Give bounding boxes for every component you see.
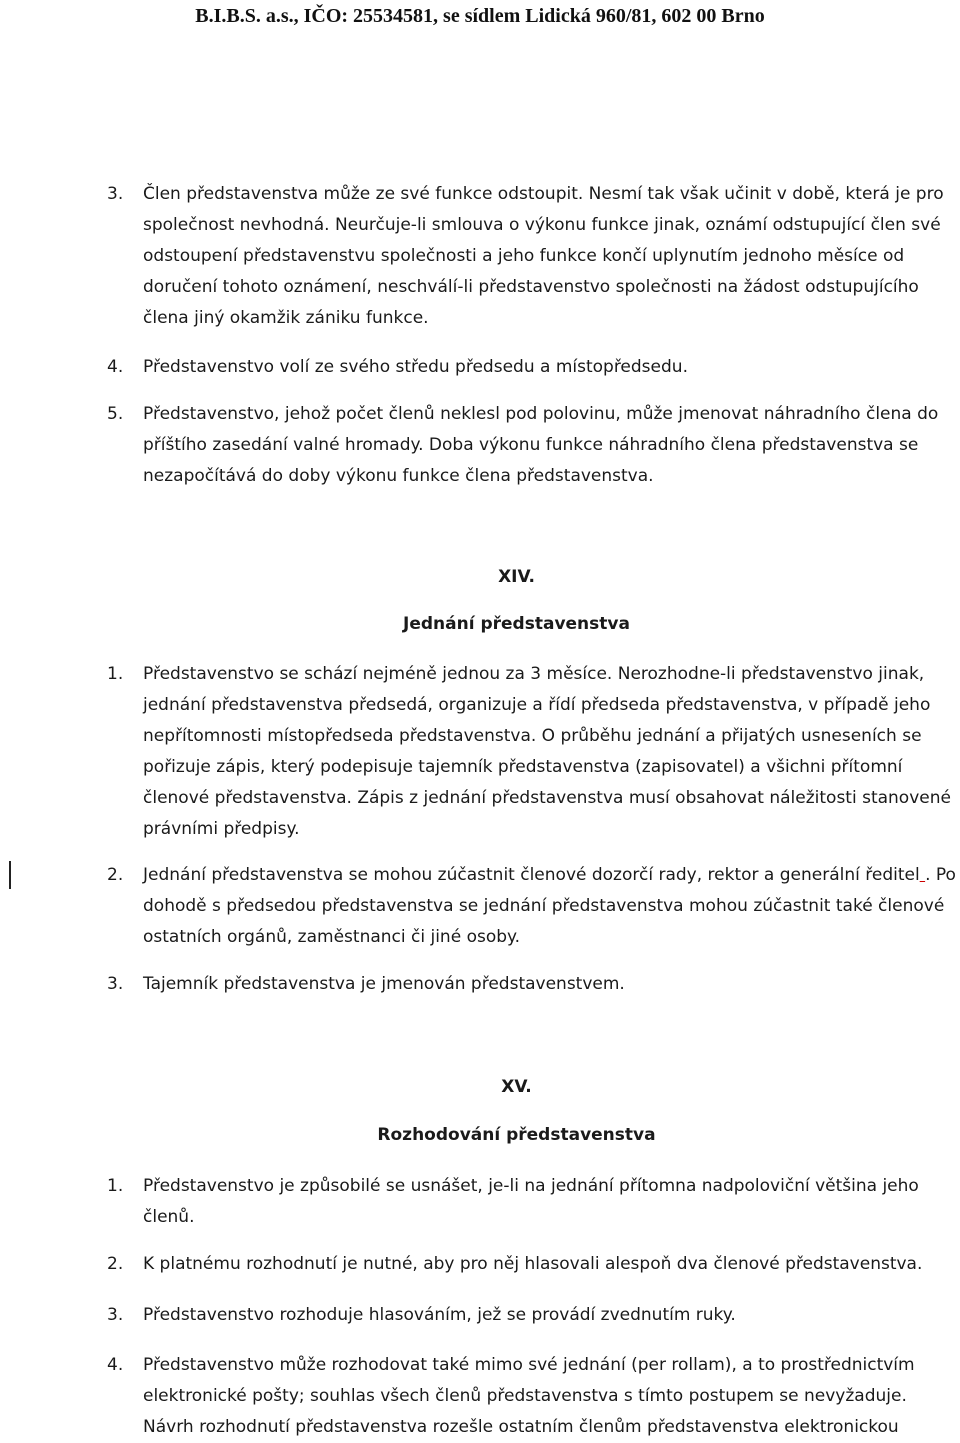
item-number: 4. [107,1355,124,1375]
list-item [107,1249,959,1280]
item-text-part: . Po dohodě s předsedou představenstva se jednání představenstva mohou zúčastnit také členové ostatních orgánů, zaměstnanci či jiné osoby. [143,865,956,947]
list-item [107,1300,959,1331]
item-number: 4. [107,357,124,377]
list-item [107,1171,959,1233]
section-title: Jednání představenstva [403,614,630,634]
section-title: Rozhodování představenstva [377,1125,656,1145]
item-text: Představenstvo volí ze svého středu předsedu a místopředsedu. [143,357,688,377]
item-number: 2. [107,865,124,885]
item-text [143,860,959,953]
list-item [107,179,959,334]
list-item [107,352,959,383]
item-number: 3. [107,184,124,204]
list-item [107,969,959,1000]
item-text: Představenstvo se schází nejméně jednou za 3 měsíce. Nerozhodne-li představenstvo jinak, jednání představenstva předsedá, organizuje a řídí předseda představenstva, v případě jeho nepřítomnosti místopředseda představenstva. O průběhu jednání a přijatých usneseních se pořizuje zápis, který podepisuje tajemník představenstva (zapisovatel) a všichni přítomní členové představenstva. Zápis z jednání představenstva musí obsahovat náležitosti stanovené právními předpisy. [143,664,951,839]
item-number: 5. [107,404,124,424]
section-numeral: XV. [501,1077,532,1097]
item-text: Člen představenstva může ze své funkce odstoupit. Nesmí tak však učinit v době, která je pro společnost nevhodná. Neurčuje-li smlouva o výkonu funkce jinak, oznámí odstupující člen své odstoupení představenstvu společnosti a jeho funkce končí uplynutím jednoho měsíce od doručení tohoto oznámení, neschválí-li představenstvo společnosti na žádost odstupujícího člena jiný okamžik zániku funkce. [143,184,944,328]
list-item [107,659,959,845]
page-header: B.I.B.S. a.s., IČO: 25534581, se sídlem Lidická 960/81, 602 00 Brno [195,5,765,27]
item-text: Představenstvo může rozhodovat také mimo své jednání (per rollam), a to prostřednictvím elektronické pošty; souhlas všech členů představenstva s tímto postupem se nevyžaduje. Návrh rozhodnutí představenstva rozešle ostatním členům představenstva elektronickou [143,1355,915,1437]
list-item [107,1350,959,1443]
item-text-part: Jednání představenstva se mohou zúčastnit členové dozorčí rady, rektor a generální ředitel [143,865,920,885]
list-item [107,399,959,492]
item-number: 3. [107,1305,124,1325]
item-number: 2. [107,1254,124,1274]
item-number: 1. [107,664,124,684]
item-number: 3. [107,974,124,994]
item-text: Představenstvo rozhoduje hlasováním, jež se provádí zvednutím ruky. [143,1305,736,1325]
section-numeral: XIV. [498,567,535,587]
list-item [107,860,959,953]
item-number: 1. [107,1176,124,1196]
revision-bar [9,861,11,889]
item-text: K platnému rozhodnutí je nutné, aby pro něj hlasovali alespoň dva členové představenstva. [143,1254,923,1274]
item-text: Představenstvo je způsobilé se usnášet, je-li na jednání přítomna nadpoloviční většina jeho členů. [143,1176,919,1227]
item-text: Představenstvo, jehož počet členů neklesl pod polovinu, může jmenovat náhradního člena do příštího zasedání valné hromady. Doba výkonu funkce náhradního člena představenstva se nezapočítává do doby výkonu funkce člena představenstva. [143,404,939,486]
item-text: Tajemník představenstva je jmenován představenstvem. [143,974,625,994]
